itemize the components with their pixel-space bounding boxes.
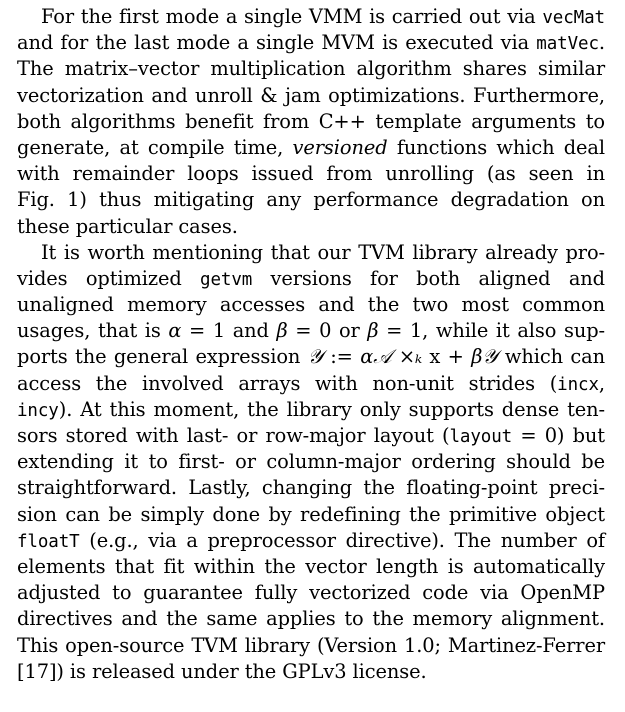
text-run: = 0) but <box>512 424 605 447</box>
text-line <box>17 344 605 370</box>
text-line <box>17 397 605 423</box>
paragraph-1 <box>17 4 605 240</box>
code-floatt: floatT <box>17 531 80 552</box>
math-y: 𝒴 <box>307 345 323 369</box>
text-run: Fig. 1) thus mitigating any performance degradation on <box>17 188 605 212</box>
text-line <box>17 502 605 528</box>
text-line <box>17 83 605 109</box>
text-run: these particular cases. <box>17 214 238 238</box>
text-run: and for the last mode a single MVM is executed via <box>17 31 537 55</box>
text-run: extending it to first- or column-major ordering should be <box>17 450 605 474</box>
text-line <box>17 4 605 30</box>
text-run: access the involved arrays with non-unit strides ( <box>17 371 558 395</box>
text-run: . <box>598 31 605 55</box>
text-line <box>17 240 605 266</box>
math-alpha-a: α𝒜 <box>360 345 392 369</box>
text-run: vides optimized <box>17 266 201 290</box>
text-line <box>17 606 605 632</box>
code-incx: incx <box>557 374 599 395</box>
text-run: sion can be simply done by redefining the primitive object <box>17 502 605 526</box>
text-line <box>17 135 605 161</box>
text-line <box>17 56 605 82</box>
text-run: For the first mode a single VMM is carried out via <box>41 5 543 28</box>
text-line <box>17 266 605 292</box>
text-line <box>17 633 605 659</box>
text-run: directives and the same applies to the memory alignment. <box>17 607 605 631</box>
text-run: (e.g., via a preprocessor directive). The number of <box>79 528 605 552</box>
text-run: unaligned memory accesses and the two most common <box>17 293 605 317</box>
text-run: It is worth mentioning that our TVM library already pro- <box>41 240 605 264</box>
code-matvec: matVec <box>536 34 599 55</box>
text-line <box>17 449 605 475</box>
text-line <box>17 528 605 554</box>
text-line <box>17 214 605 240</box>
text-line <box>17 371 605 397</box>
text-run: usages, that is <box>17 319 169 343</box>
text-run: = 0 or <box>287 319 368 343</box>
text-run: This open-source TVM library (Version 1.0; Martinez-Ferrer <box>17 633 605 657</box>
text-run: adjusted to guarantee fully vectorized code via OpenMP <box>17 581 605 605</box>
text-run: functions which deal <box>387 135 605 159</box>
text-run: = 1 and <box>181 319 277 343</box>
text-line <box>17 30 605 56</box>
text-run: , <box>598 371 605 395</box>
text-run: which can <box>497 345 605 369</box>
text-line <box>17 580 605 606</box>
paragraph-2 <box>17 240 605 685</box>
text-run: The matrix–vector multiplication algorithm shares similar <box>17 57 605 81</box>
text-line <box>17 318 605 344</box>
text-run: elements that fit within the vector length is automatically <box>17 554 605 578</box>
math-subscript-k: ₖ <box>415 345 423 369</box>
math-beta: β <box>367 319 379 343</box>
code-vecmat: vecMat <box>542 8 605 28</box>
text-run: with remainder loops issued from unrolling (as seen in <box>17 162 605 186</box>
text-run: := <box>322 345 361 369</box>
emphasis-versioned: versioned <box>292 135 388 159</box>
text-run: x + <box>422 345 472 369</box>
code-incy: incy <box>17 400 59 421</box>
text-run: = 1, while it also sup- <box>378 319 605 343</box>
text-run: sors stored with last- or row-major layout ( <box>17 424 450 447</box>
code-getvm: getvm <box>200 269 253 290</box>
text-line <box>17 187 605 213</box>
text-run: vectorization and unroll & jam optimizations. Furthermore, <box>17 83 605 107</box>
code-layout: layout <box>449 427 513 447</box>
text-line <box>17 659 605 685</box>
text-line <box>17 109 605 135</box>
text-line <box>17 475 605 501</box>
text-run: straightforward. Lastly, changing the floating-point preci- <box>17 476 605 500</box>
text-line <box>17 161 605 187</box>
text-run: generate, at compile time, <box>17 135 293 159</box>
text-run: both algorithms benefit from C++ template arguments to <box>17 109 605 133</box>
text-line <box>17 292 605 318</box>
text-run: versions for both aligned and <box>252 266 605 290</box>
text-run: [17]) is released under the GPLv3 license. <box>17 659 427 683</box>
math-beta: β <box>276 319 288 343</box>
text-run: ports the general expression <box>17 345 308 369</box>
math-alpha: α <box>168 319 182 343</box>
text-run: × <box>391 345 416 369</box>
text-run: ). At this moment, the library only supports dense ten- <box>58 397 605 421</box>
math-beta-y: β𝒴 <box>471 345 498 369</box>
text-line <box>17 423 605 449</box>
text-line <box>17 554 605 580</box>
